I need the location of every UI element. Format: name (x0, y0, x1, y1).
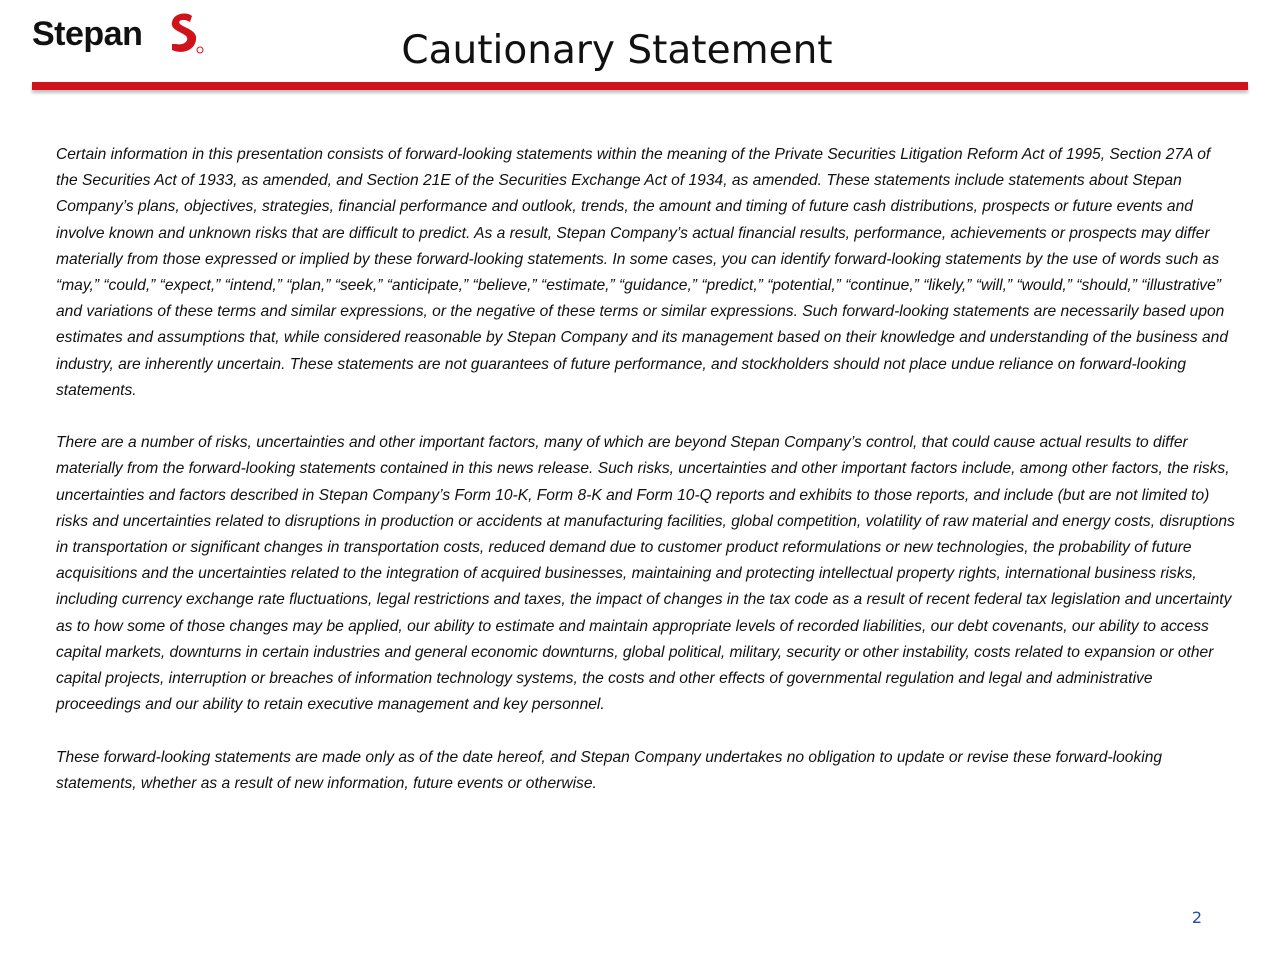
cautionary-statement-body (56, 142, 1236, 823)
page-number: 2 (1191, 908, 1202, 927)
logo-wordmark: Stepan (32, 15, 143, 53)
header-divider (32, 82, 1248, 90)
paragraph-risk-factors: There are a number of risks, uncertainties and other important factors, many of which are beyond Stepan Company’s control, that could cause actual results to differ materially from the forward-looking statements contained in this news release. Such risks, uncertainties and other important factors include, among other factors, the risks, uncertainties and factors described in Stepan Company’s Form 10-K, Form 8-K and Form 10-Q reports and exhibits to those reports, and include (but are not limited to) risks and uncertainties related to disruptions in production or accidents at manufacturing facilities, global competition, volatility of raw material and energy costs, disruptions in transportation or significant changes in transportation costs, reduced demand due to customer product reformulations or new technologies, the probability of future acquisitions and the uncertainties related to the integration of acquired businesses, maintaining and protecting intellectual property rights, international business risks, including currency exchange rate fluctuations, legal restrictions and taxes, the impact of changes in the tax code as a result of recent federal tax legislation and uncertainty as to how some of those changes may be applied, our ability to estimate and maintain appropriate levels of recorded liabilities, our debt covenants, our ability to access capital markets, downturns in certain industries and general economic downturns, global political, military, security or other instability, costs related to expansion or other capital projects, interruption or breaches of information technology systems, the costs and other effects of governmental regulation and legal and administrative proceedings and our ability to retain executive management and key personnel. (56, 434, 1235, 714)
paragraph-forward-looking: Certain information in this presentation consists of forward-looking statements within the meaning of the Private Securities Litigation Reform Act of 1995, Section 27A of the Securities Act of 1933, as amended, and Section 21E of the Securities Exchange Act of 1934, as amended. These statements include statements about Stepan Company’s plans, objectives, strategies, financial performance and outlook, trends, the amount and timing of future cash distributions, prospects or future events and involve known and unknown risks that are difficult to predict. As a result, Stepan Company’s actual financial results, performance, achievements or prospects may differ materially from those expressed or implied by these forward-looking statements. In some cases, you can identify forward-looking statements by the use of words such as “may,” “could,” “expect,” “intend,” “plan,” “seek,” “anticipate,” “believe,” “estimate,” “guidance,” “predict,” “potential,” “continue,” “likely,” “will,” “would,” “should,” “illustrative” and variations of these terms and similar expressions, or the negative of these terms or similar expressions. Such forward-looking statements are necessarily based upon estimates and assumptions that, while considered reasonable by Stepan Company and its management based on their knowledge and understanding of the business and industry, are inherently uncertain. These statements are not guarantees of future performance, and stockholders should not place undue reliance on forward-looking statements. (56, 146, 1229, 399)
page-title: Cautionary Statement (401, 28, 833, 73)
paragraph-no-obligation: These forward-looking statements are made only as of the date hereof, and Stepan Company undertakes no obligation to update or revise these forward-looking statements, whether as a result of new information, future events or otherwise. (56, 748, 1163, 792)
